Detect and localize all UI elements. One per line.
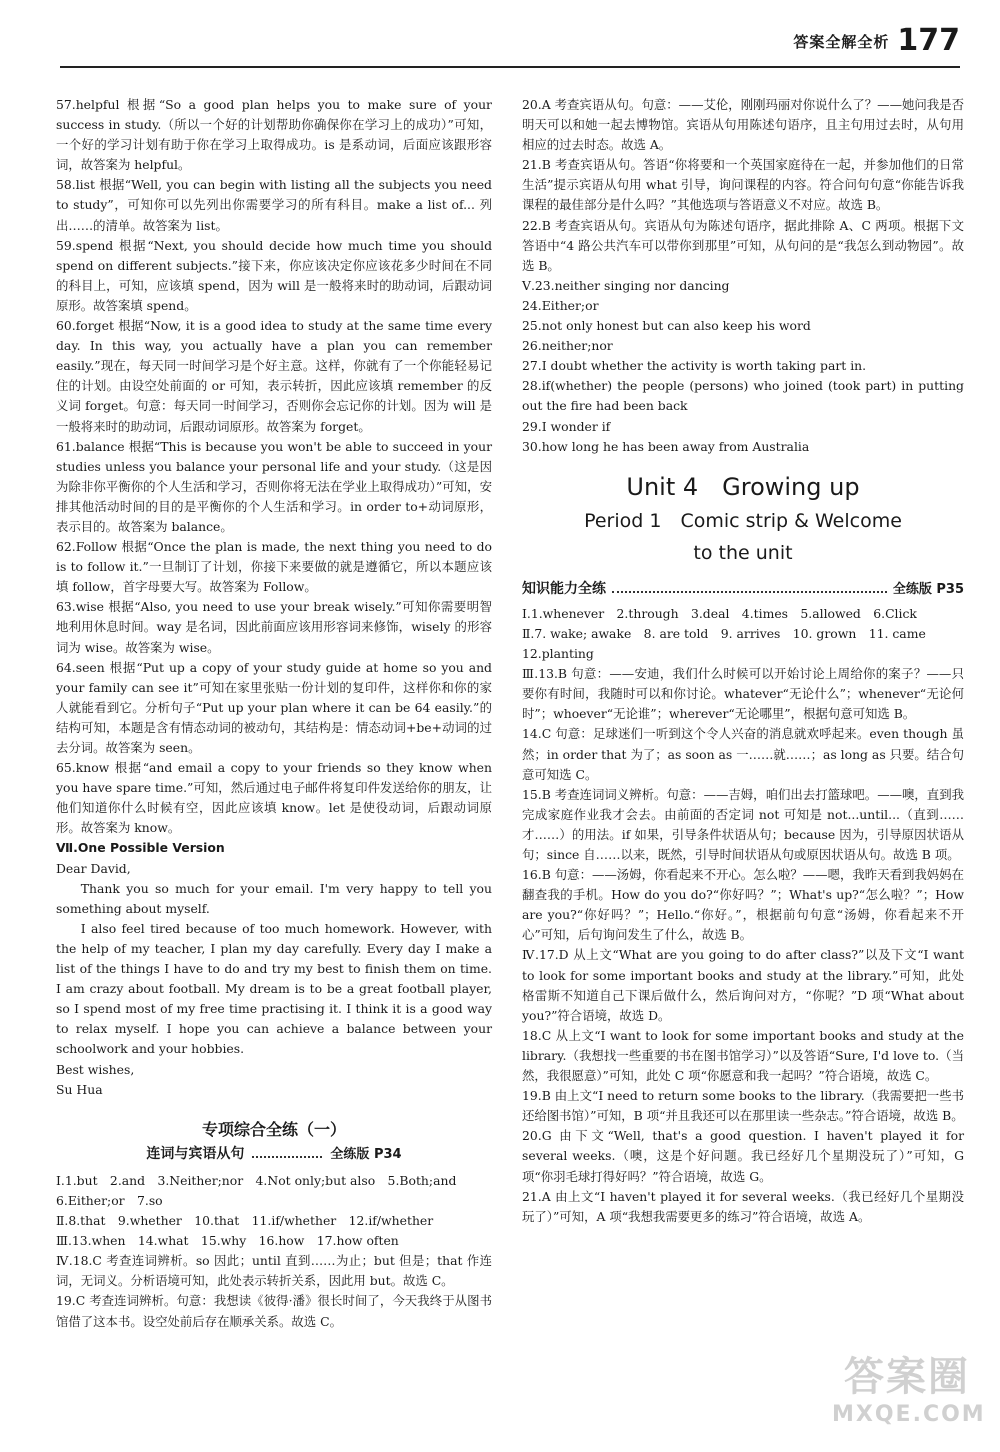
answer-59: 59.spend 根据“Next, you should decide how much time you should spend on different subjects.”接下来，你应该决定你应该花多少时间在不同的科目上，可知，应该填 spend，因为 will 是一般将来时的助动词，后跟动词原形。故答案填 spend。 xyxy=(56,237,492,313)
leader-dots xyxy=(612,581,887,593)
unit-answer-15: 15.B 考查连词词义辨析。句意：——吉姆，咱们出去打篮球吧。——噢，直到我完成家庭作业我才会去。由前面的否定词 not 可知是 not...until...（直到……才……）的用法。if 如果，引导条件状语从句；because 因为，引导原因状语从句；since 自……以来，既然，引导时间状语从句或原因状语从句。故选 B 项。 xyxy=(522,786,964,862)
watermark-logo xyxy=(832,1352,986,1444)
watermark-text: 答案圈 xyxy=(844,1354,970,1400)
essay-signature: Su Hua xyxy=(56,1081,103,1097)
unit-answer-13: Ⅲ.13.B 句意：——安迪，我们什么时候可以开始讨论上周给你的案子？——只要你有时间，我随时可以和你讨论。whatever“无论什么”；whenever“无论何时”；whoever“无论谁”；wherever“无论哪里”，根据句意可知选 B。 xyxy=(522,666,964,722)
unit-answer-21: 21.A 由上文“I haven't played it for several weeks.（我已经好几个星期没玩了）”可知，A 项“我想我需要更多的练习”符合语境，故选 A。 xyxy=(522,1188,964,1224)
answer-62: 62.Follow 根据“Once the plan is made, the next thing you need to do is to follow it.”一旦制订了计划，你接下来要做的就是遵循它，所以本题应该填 follow，首字母要大写。故答案为 Follow。 xyxy=(56,539,492,595)
essay-opening: Thank you so much for your email. I'm very happy to tell you something about myself. xyxy=(56,880,492,916)
special-answers-2: 6.Either;or 7.so xyxy=(56,1192,163,1208)
special-section-subtitle-row xyxy=(56,1144,492,1165)
special-answers-3: Ⅱ.8.that 9.whether 10.that 11.if/whether 12.if/whether xyxy=(56,1213,434,1229)
watermark-url: MXQE.COM xyxy=(832,1402,986,1427)
answer-29: 29.I wonder if xyxy=(522,418,611,434)
answer-27: 27.I doubt whether the activity is worth taking part in. xyxy=(522,358,867,374)
right-column xyxy=(522,95,964,1227)
answer-57: 57.helpful 根据“So a good plan helps you to make sure of your success in study.（所以一个好的计划帮助你确保你在学习上的成功）”可知，一个好的学习计划有助于你在学习上取得成功。is 是系动词，后面应该跟形容词，故答案为 helpful。 xyxy=(56,97,492,173)
answer-20: 20.A 考查宾语从句。句意：——艾伦，刚刚玛丽对你说什么了？——她问我是否明天可以和她一起去博物馆。宾语从句用陈述句语序，且主句用过去时，从句用相应的过去时态。故选 A。 xyxy=(522,97,964,153)
unit-answer-16: 16.B 句意：——汤姆，你看起来不开心。怎么啦？——嗯，我昨天看到我妈妈在翻查我的手机。How do you do?“你好吗？”；What's up?“怎么啦？”；How are you?“你好吗？”；Hello.“你好。”，根据前句句意“汤姆，你看起来不开心”可知，后句询问发生了什么，故选 B。 xyxy=(522,867,964,943)
unit-title-block xyxy=(522,472,964,569)
special-section-subtitle: 连词与宾语从句 xyxy=(146,1145,245,1162)
essay-body: I also feel tired because of too much homework. However, with the help of my teacher, I plan my day carefully. Every day I make a list of the things I have to do and try my best to finish them on time. I am crazy about football. My dream is to be a great football player, so I spend most of my free time practising it. I think it is a good way to relax myself. I hope you can achieve a balance between your schoolwork and your hobbies. xyxy=(56,920,492,1057)
unit-answer-18: 18.C 从上文“I want to look for some important books and study at the library.（我想找一些重要的书在图书馆学习）”以及答语“Sure, I'd love to.（当然，我很愿意）”可知，此处 C 项“你愿意和我一起吗？”符合语境，故选 C。 xyxy=(522,1027,964,1084)
header-title: 答案全解全析 xyxy=(793,33,890,51)
special-answer-19: 19.C 考查连词辨析。句意：我想读《彼得·潘》很长时间了，今天我终于从图书馆借了这本书。设空处前后存在顺承关系。故选 C。 xyxy=(56,1293,492,1329)
answer-65: 65.know 根据“and email a copy to your friends so they know when you have spare time.”可知，然后通过电子邮件将复印件发送给你的朋友，让他们知道你什么时候有空，因此应该填 know。let 是使役动词，后跟动词原形。故答案为 know。 xyxy=(56,760,492,836)
special-answers-1: Ⅰ.1.but 2.and 3.Neither;nor 4.Not only;but also 5.Both;and xyxy=(56,1172,457,1188)
category-label: 知识能力全练 xyxy=(522,580,606,597)
special-section-title: 专项综合全练（一） xyxy=(201,1119,346,1139)
essay-label: Ⅶ.One Possible Version xyxy=(56,840,225,856)
answer-63: 63.wise 根据“Also, you need to use your break wisely.”可知你需要明智地利用休息时间。way 是名词，因此前面应该用形容词来修饰，wisely 的形容词为 wise。故答案为 wise。 xyxy=(56,599,492,655)
unit-answer-20: 20.G 由下文“Well, that's a good question. I haven't played it for several weeks.（噢，这是个好问题。我已经好几个星期没玩了）”可知，G 项“你羽毛球打得好吗？”符合语境，故选 G。 xyxy=(522,1128,964,1184)
answer-30: 30.how long he has been away from Australia xyxy=(522,438,810,454)
page-header xyxy=(793,6,960,60)
unit-answer-19: 19.B 由上文“I need to return some books to the library.（我需要把一些书还给图书馆）”可知，B 项“并且我还可以在那里读一些杂志。”符合语境，故选 B。 xyxy=(522,1088,964,1124)
unit-answers-2: Ⅱ.7. wake; awake 8. are told 9. arrives 10. grown 11. came xyxy=(522,625,926,641)
answer-24: 24.Either;or xyxy=(522,297,599,313)
answer-58: 58.list 根据“Well, you can begin with listing all the subjects you need to study”，可知你可以先列出你需要学习的所有科目。make a list of... 列出……的清单。故答案为 list。 xyxy=(56,177,492,233)
period-title-line2: to the unit xyxy=(693,541,793,564)
unit-title: Unit 4 Growing up xyxy=(626,472,860,501)
special-answer-18: Ⅳ.18.C 考查连词辨析。so 因此；until 直到……为止；but 但是；that 作连词，无词义。分析语境可知，此处表示转折关系，因此用 but。故选 C。 xyxy=(56,1253,492,1289)
page-number: 177 xyxy=(897,23,960,58)
essay-salutation: Dear David, xyxy=(56,860,131,876)
period-title-line1: Period 1 Comic strip & Welcome xyxy=(584,509,902,532)
unit-answers-3: 12.planting xyxy=(522,646,594,662)
essay-closing: Best wishes, xyxy=(56,1061,135,1077)
answer-60: 60.forget 根据“Now, it is a good idea to study at the same time every day. In this way, you actually have a plan you can remember easily.”现在，每天同一时间学习是个好主意。这样，你就有了一个你能轻易记住的计划。由设空处前面的 or 可知，表示转折，因此应该填 remember 的反义词 forget。句意：每天同一时间学习，否则你会忘记你的计划。因为 will 是一般将来时的助动词，后跟动词原形。故答案为 forget。 xyxy=(56,318,492,434)
unit-answers-1: Ⅰ.1.whenever 2.through 3.deal 4.times 5.allowed 6.Click xyxy=(522,605,917,621)
answer-64: 64.seen 根据“Put up a copy of your study guide at home so you and your family can see it”可知在家里张贴一份计划的复印件，这样你和你的家人就能看到它。分析句子“Put up your plan where it can be 64 easily.”的结构可知，本题是含有情态动词的被动句，其结构是：情态动词+be+动词的过去分词。故答案为 seen。 xyxy=(56,659,492,755)
special-section-ref: 全练版 P34 xyxy=(330,1146,402,1162)
header-rule xyxy=(60,66,960,68)
left-column xyxy=(56,95,492,1332)
answer-28: 28.if(whether) the people (persons) who joined (took part) in putting out the fire had been back xyxy=(522,378,964,414)
answer-23: Ⅴ.23.neither singing nor dancing xyxy=(522,277,730,293)
leader-dots xyxy=(252,1146,322,1158)
answer-26: 26.neither;nor xyxy=(522,338,613,354)
answer-22: 22.B 考查宾语从句。宾语从句为陈述句语序，据此排除 A、C 两项。根据下文答语中“4 路公共汽车可以带你到那里”可知，从句问的是“我怎么到动物园”。故选 B。 xyxy=(522,217,964,273)
unit-answer-17: Ⅳ.17.D 从上文“What are you going to do after class?”以及下文“I want to look for some important books and study at the library.”可知，此处格雷斯不知道自己下课后做什么，然后询问对方，“你呢？”D 项“What about you?”符合语境，故选 D。 xyxy=(522,947,964,1023)
category-ref: 全练版 P35 xyxy=(892,581,964,597)
special-answers-4: Ⅲ.13.when 14.what 15.why 16.how 17.how often xyxy=(56,1233,399,1249)
category-row xyxy=(522,579,964,600)
unit-answer-14: 14.C 句意：足球迷们一听到这个令人兴奋的消息就欢呼起来。even though 虽然；in order that 为了；as soon as 一……就……；as long as 只要。结合句意可知选 C。 xyxy=(522,726,964,782)
answer-25: 25.not only honest but can also keep his word xyxy=(522,318,811,334)
answer-21: 21.B 考查宾语从句。答语“你将要和一个英国家庭待在一起，并参加他们的日常生活”提示宾语从句用 what 引导，询问课程的内容。符合问句句意“你能告诉我课程的最佳部分是什么吗？”其他选项与答语意义不对应。故选 B。 xyxy=(522,157,964,213)
answer-61: 61.balance 根据“This is because you won't be able to succeed in your studies unless you balance your personal life and your study.（这是因为除非你平衡你的个人生活和学习，否则你将无法在学业上取得成功）”可知，安排其他活动时间的目的是平衡你的个人生活和学习。in order to+动词原形，表示目的。故答案为 balance。 xyxy=(56,438,492,534)
